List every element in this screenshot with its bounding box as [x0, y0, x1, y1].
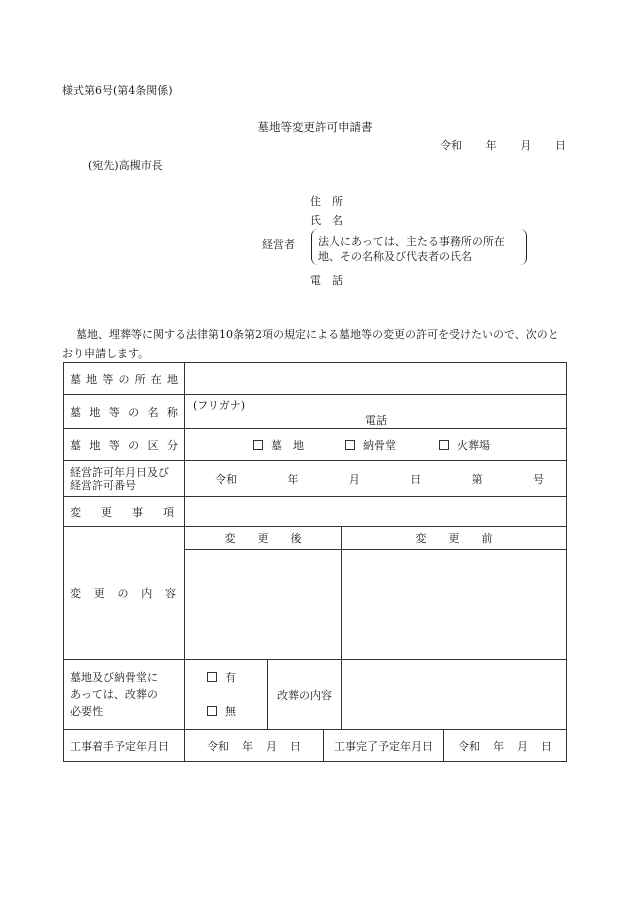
reburial-label-line-3: 必要性 — [70, 705, 103, 718]
row-change-header — [64, 527, 567, 550]
permit-number-prefix: 第 — [471, 472, 483, 486]
after-header: 変 更 後 — [185, 527, 342, 550]
corporation-note-line-2: 地、その名称及び代表者の氏名 — [318, 250, 472, 263]
permit-month: 月 — [348, 472, 360, 486]
corporation-note-line-1: 法人にあっては、主たる事務所の所在 — [318, 235, 505, 248]
operator-label: 経営者 — [262, 238, 295, 251]
reburial-content-field[interactable] — [342, 660, 567, 730]
date-era: 令和 — [440, 139, 462, 152]
date-year: 年 — [485, 139, 497, 152]
applicant-phone-label: 電 話 — [310, 274, 343, 287]
application-table — [63, 362, 567, 762]
date-month: 月 — [520, 139, 532, 152]
row-category — [64, 429, 567, 461]
change-content-label: 変 更 の 内 容 — [70, 587, 176, 600]
before-field[interactable] — [342, 550, 567, 660]
start-year: 年 — [242, 739, 253, 753]
after-field[interactable] — [185, 550, 342, 660]
category-label: 墓 地 等 の 区 分 — [70, 438, 178, 452]
phone-label: 電話 — [365, 414, 387, 427]
permit-year: 年 — [287, 472, 299, 486]
row-location — [64, 363, 567, 395]
permit-field[interactable] — [185, 461, 567, 497]
row-construction — [64, 730, 567, 762]
start-date-field[interactable] — [185, 730, 324, 762]
checkbox-icon[interactable] — [207, 672, 217, 682]
before-header: 変 更 前 — [342, 527, 567, 550]
applicant-address-label: 住 所 — [310, 195, 343, 208]
reburial-need-options — [185, 660, 268, 730]
end-day: 日 — [541, 739, 553, 753]
row-reburial — [64, 660, 567, 730]
checkbox-icon[interactable] — [439, 440, 449, 450]
permit-day: 日 — [410, 472, 422, 486]
permit-era: 令和 — [215, 472, 237, 486]
intro-text: 墓地、埋葬等に関する法律第10条第2項の規定による墓地等の変更の許可を受けたいので、次のとおり申請します。 — [62, 328, 559, 360]
row-permit — [64, 461, 567, 497]
start-month: 月 — [266, 739, 277, 753]
reburial-yes-option[interactable]: 有 — [207, 661, 267, 695]
start-date-label: 工事着手予定年月日 — [64, 730, 185, 762]
permit-label-line-2: 経営許可番号 — [70, 478, 136, 492]
change-item-label: 変 更 事 項 — [70, 505, 174, 519]
end-era: 令和 — [458, 739, 480, 753]
form-number: 様式第6号(第4条関係) — [62, 84, 173, 97]
furigana-label: (フリガナ) — [193, 399, 246, 412]
category-option-cemetery[interactable]: 墓 地 — [253, 437, 345, 453]
date-day: 日 — [554, 139, 566, 152]
checkbox-icon[interactable] — [345, 440, 355, 450]
applicant-name-label: 氏 名 — [310, 214, 343, 227]
form-title: 墓地等変更許可申請書 — [257, 120, 373, 134]
end-year: 年 — [493, 739, 505, 753]
row-name — [64, 395, 567, 429]
location-field[interactable] — [185, 363, 567, 395]
category-option-crematorium[interactable]: 火葬場 — [439, 437, 490, 453]
end-date-label: 工事完了予定年月日 — [324, 730, 444, 762]
name-field[interactable] — [185, 395, 567, 429]
reburial-label-line-2: あっては、改葬の — [70, 688, 158, 701]
name-label: 墓 地 等 の 名 称 — [70, 405, 178, 419]
end-date-field[interactable] — [444, 730, 567, 762]
row-change-item — [64, 497, 567, 527]
location-label: 墓 地 等 の 所 在 地 — [70, 372, 178, 386]
permit-number-suffix: 号 — [533, 472, 545, 486]
start-day: 日 — [290, 739, 301, 753]
reburial-content-label: 改葬の内容 — [268, 660, 342, 730]
category-option-ossuary[interactable]: 納骨堂 — [345, 437, 439, 453]
checkbox-icon[interactable] — [253, 440, 263, 450]
category-options — [185, 429, 567, 461]
checkbox-icon[interactable] — [207, 706, 217, 716]
addressee: (宛先)高槻市長 — [88, 159, 163, 172]
application-date — [440, 137, 566, 153]
permit-label-line-1: 経営許可年月日及び — [70, 465, 169, 479]
reburial-label-line-1: 墓地及び納骨堂に — [70, 671, 158, 684]
start-era: 令和 — [207, 739, 229, 753]
change-item-field[interactable] — [185, 497, 567, 527]
reburial-no-option[interactable]: 無 — [207, 695, 267, 729]
end-month: 月 — [517, 739, 529, 753]
